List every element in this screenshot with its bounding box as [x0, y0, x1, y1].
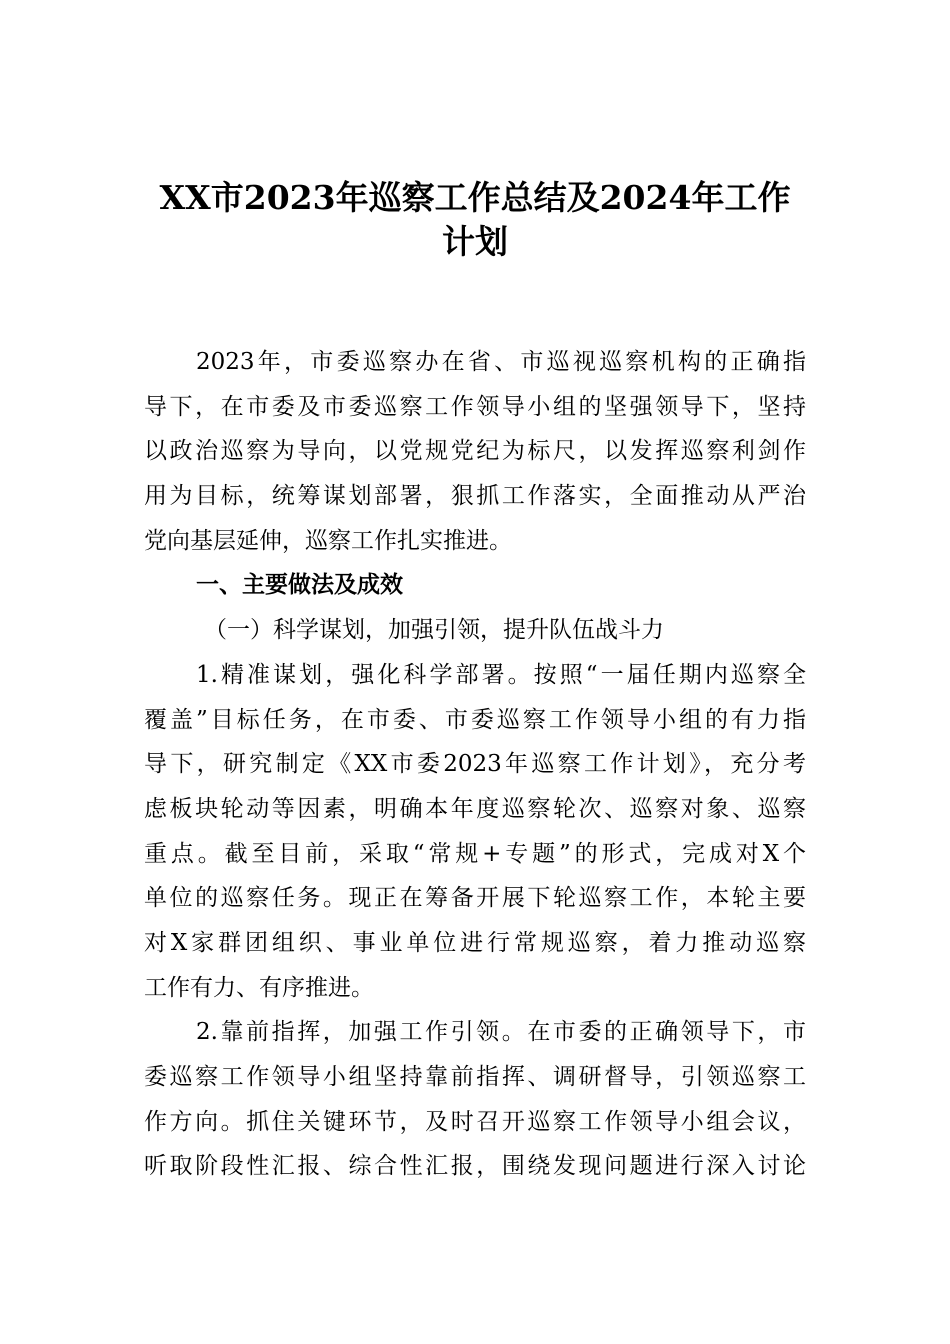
subsection-heading: （一）科学谋划，加强引领，提升队伍战斗力 [204, 617, 664, 644]
paragraph-line: 工作有力、有序推进。 [144, 974, 374, 1001]
document-title-line-1: XX市2023年巡察工作总结及2024年工作 [159, 178, 791, 217]
paragraph-line: 导下，研究制定《XX市委2023年巡察工作计划》，充分考 [144, 751, 806, 778]
paragraph-line: 对X家群团组织、事业单位进行常规巡察，着力推动巡察 [144, 929, 806, 956]
paragraph-line: 以政治巡察为导向，以党规党纪为标尺，以发挥巡察利剑作 [144, 438, 806, 465]
paragraph-line: 党向基层延伸，巡察工作扎实推进。 [144, 527, 512, 554]
document-title-line-2: 计划 [442, 222, 508, 261]
paragraph-line: 重点。截至目前，采取“常规+专题”的形式，完成对X个 [144, 840, 806, 867]
paragraph-line: 2023年，市委巡察办在省、市巡视巡察机构的正确指 [196, 349, 806, 375]
document-body [144, 340, 806, 1189]
paragraph-line: 2.靠前指挥，加强工作引领。在市委的正确领导下，市 [196, 1019, 806, 1046]
paragraph-line: 1.精准谋划，强化科学部署。按照“一届任期内巡察全 [196, 661, 806, 688]
paragraph-line: 委巡察工作领导小组坚持靠前指挥、调研督导，引领巡察工 [144, 1064, 806, 1090]
paragraph-line: 单位的巡察任务。现正在筹备开展下轮巡察工作，本轮主要 [144, 885, 806, 912]
paragraph-line: 作方向。抓住关键环节，及时召开巡察工作领导小组会议， [144, 1108, 806, 1135]
paragraph-line: 导下，在市委及市委巡察工作领导小组的坚强领导下，坚持 [144, 393, 806, 420]
paragraph-line: 虑板块轮动等因素，明确本年度巡察轮次、巡察对象、巡察 [144, 795, 806, 822]
section-heading: 一、主要做法及成效 [196, 572, 403, 599]
paragraph-line: 覆盖”目标任务，在市委、市委巡察工作领导小组的有力指 [144, 706, 806, 733]
paragraph-line: 听取阶段性汇报、综合性汇报，围绕发现问题进行深入讨论 [144, 1153, 806, 1180]
paragraph-line: 用为目标，统筹谋划部署，狠抓工作落实，全面推动从严治 [144, 483, 806, 510]
